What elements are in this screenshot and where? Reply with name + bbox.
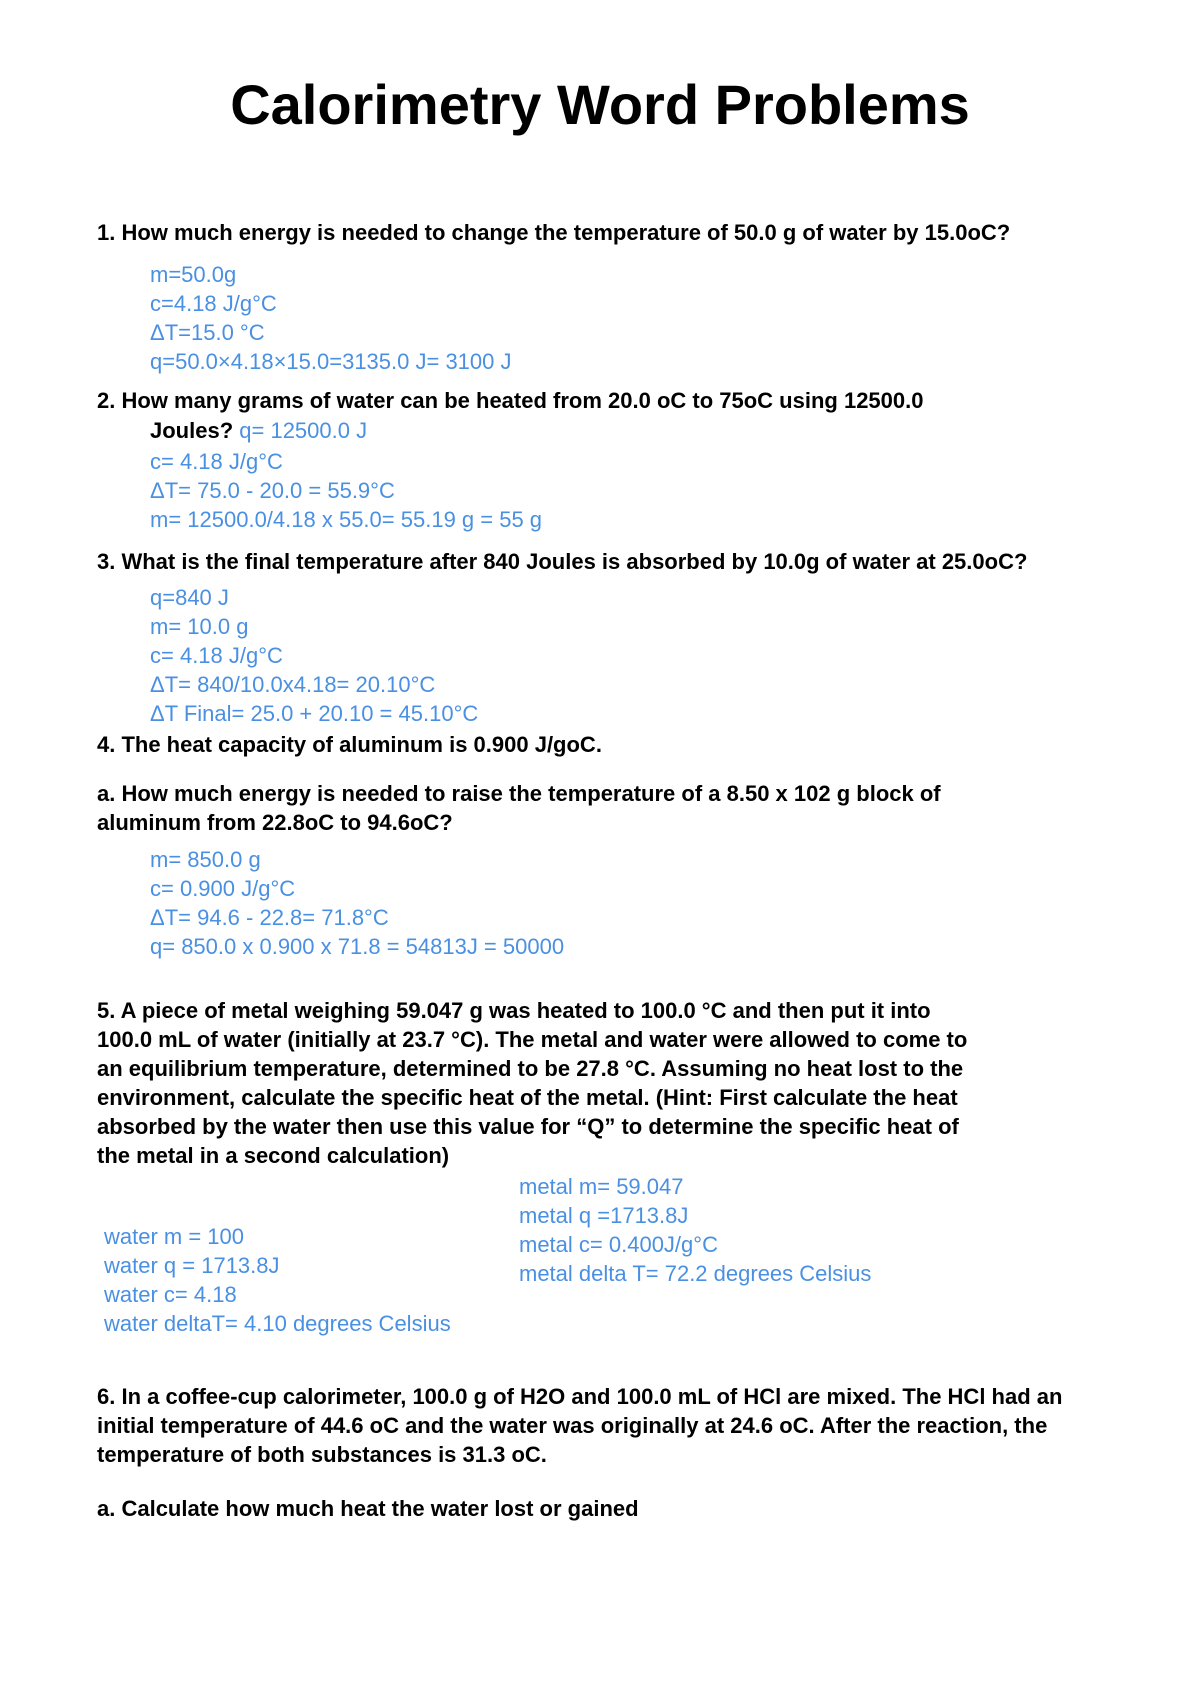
problem-5-metal-answer-2: metal q =1713.8J	[519, 1203, 689, 1228]
problem-5-metal-answer-4: metal delta T= 72.2 degrees Celsius	[519, 1261, 872, 1286]
problem-5-question-line-6: the metal in a second calculation)	[97, 1143, 450, 1168]
problem-6-question-line-3: temperature of both substances is 31.3 oC.	[97, 1442, 547, 1467]
problem-1-answer-2: c=4.18 J/g°C	[150, 291, 277, 316]
problem-4-answer-4: q= 850.0 x 0.900 x 71.8 = 54813J = 50000	[150, 934, 565, 959]
problem-2-question-line-1: 2. How many grams of water can be heated from 20.0 oC to 75oC using 12500.0	[97, 388, 924, 413]
problem-3-question: 3. What is the final temperature after 840 Joules is absorbed by 10.0g of water at 25.0oC?	[97, 549, 1028, 574]
problem-1-answer-3: ΔT=15.0 °C	[150, 320, 265, 345]
problem-5-question-line-1: 5. A piece of metal weighing 59.047 g was heated to 100.0 °C and then put it into	[97, 998, 931, 1023]
problem-4-statement: 4. The heat capacity of aluminum is 0.900 J/goC.	[97, 732, 602, 757]
problem-3-answer-1: q=840 J	[150, 585, 229, 610]
problem-2-answer-2: ΔT= 75.0 - 20.0 = 55.9°C	[150, 478, 395, 503]
problem-5-water-answer-4: water deltaT= 4.10 degrees Celsius	[104, 1311, 451, 1336]
problem-5-question-line-4: environment, calculate the specific heat of the metal. (Hint: First calculate the heat	[97, 1085, 958, 1110]
problem-4-answer-2: c= 0.900 J/g°C	[150, 876, 296, 901]
problem-5-metal-answer-3: metal c= 0.400J/g°C	[519, 1232, 718, 1257]
problem-3-answer-4: ΔT= 840/10.0x4.18= 20.10°C	[150, 672, 436, 697]
problem-5-question-line-5: absorbed by the water then use this value for “Q” to determine the specific heat of	[97, 1114, 959, 1139]
problem-3-answer-5: ΔT Final= 25.0 + 20.10 = 45.10°C	[150, 701, 479, 726]
problem-2-question-line-2	[150, 416, 367, 445]
problem-5-water-answer-1: water m = 100	[104, 1224, 245, 1249]
problem-3-answer-2: m= 10.0 g	[150, 614, 249, 639]
problem-4-answer-3: ΔT= 94.6 - 22.8= 71.8°C	[150, 905, 389, 930]
problem-5-water-answer-2: water q = 1713.8J	[104, 1253, 280, 1278]
problem-1-question: 1. How much energy is needed to change the temperature of 50.0 g of water by 15.0oC?	[97, 220, 1011, 245]
problem-5-question-line-3: an equilibrium temperature, determined to be 27.8 °C. Assuming no heat lost to the	[97, 1056, 964, 1081]
problem-4-answer-1: m= 850.0 g	[150, 847, 261, 872]
problem-2-question-end: Joules?	[150, 418, 234, 443]
problem-2-answer-3: m= 12500.0/4.18 x 55.0= 55.19 g = 55 g	[150, 507, 543, 532]
problem-2-answer-1: c= 4.18 J/g°C	[150, 449, 283, 474]
problem-1-answer-1: m=50.0g	[150, 262, 237, 287]
page-title: Calorimetry Word Problems	[230, 73, 970, 136]
problem-4a-question-line-1: a. How much energy is needed to raise the temperature of a 8.50 x 102 g block of	[97, 781, 941, 806]
problem-5-water-answer-3: water c= 4.18	[104, 1282, 237, 1307]
problem-5-metal-answer-1: metal m= 59.047	[519, 1174, 684, 1199]
problem-4a-question-line-2: aluminum from 22.8oC to 94.6oC?	[97, 810, 453, 835]
problem-2-answer-inline: q= 12500.0 J	[239, 418, 368, 443]
problem-6-question-line-2: initial temperature of 44.6 oC and the water was originally at 24.6 oC. After the reaction, the	[97, 1413, 1048, 1438]
problem-6-question-line-1: 6. In a coffee-cup calorimeter, 100.0 g of H2O and 100.0 mL of HCl are mixed. The HCl had an	[97, 1384, 1063, 1409]
problem-3-answer-3: c= 4.18 J/g°C	[150, 643, 283, 668]
problem-6a-question: a. Calculate how much heat the water lost or gained	[97, 1496, 639, 1521]
problem-1-answer-4: q=50.0×4.18×15.0=3135.0 J= 3100 J	[150, 349, 512, 374]
problem-5-question-line-2: 100.0 mL of water (initially at 23.7 °C). The metal and water were allowed to come to	[97, 1027, 968, 1052]
